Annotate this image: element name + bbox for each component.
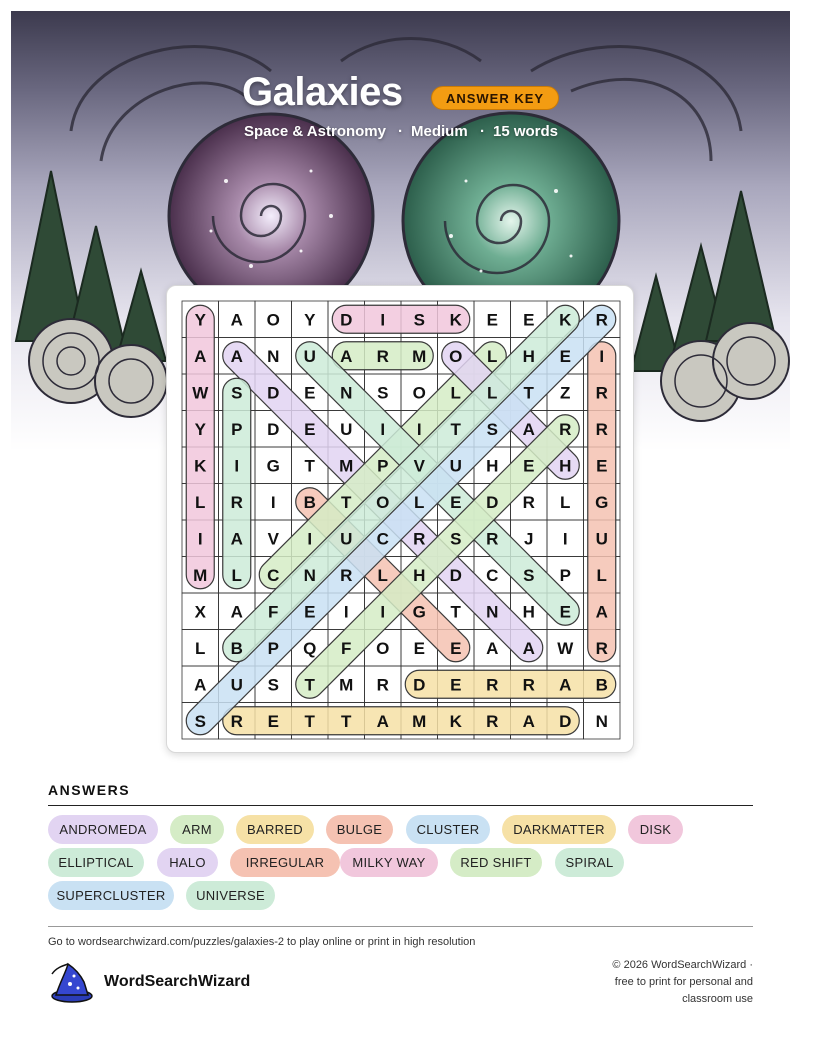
grid-letter: N	[340, 383, 353, 403]
grid-letter: H	[486, 456, 499, 476]
answer-chip: DARKMATTER	[502, 815, 616, 844]
grid-letter: O	[449, 346, 463, 366]
grid-letter: R	[595, 383, 608, 403]
grid-letter: K	[559, 310, 572, 330]
grid-letter: E	[596, 456, 608, 476]
copyright-line: free to print for personal and	[614, 976, 753, 988]
grid-letter: W	[192, 383, 209, 403]
grid-letter: L	[596, 565, 607, 585]
grid-letter: Y	[194, 310, 206, 330]
wizard-hat-icon	[46, 962, 94, 1004]
grid-letter: E	[304, 419, 316, 439]
grid-letter: G	[412, 602, 426, 622]
grid-letter: B	[303, 492, 316, 512]
grid-letter: V	[413, 456, 425, 476]
answer-chip: MILKY WAY	[340, 848, 438, 877]
grid-letter: R	[486, 711, 499, 731]
grid-letter: D	[340, 310, 353, 330]
grid-letter: E	[304, 602, 316, 622]
grid-letter: G	[266, 456, 280, 476]
grid-letter: T	[450, 602, 461, 622]
grid-letter: A	[194, 346, 207, 366]
grid-letter: L	[450, 383, 461, 403]
grid-letter: Z	[560, 383, 571, 403]
grid-letter: U	[340, 529, 353, 549]
grid-letter: A	[595, 602, 608, 622]
word-count-label: 15 words	[493, 123, 559, 140]
grid-letter: A	[230, 310, 243, 330]
grid-letter: T	[304, 675, 315, 695]
grid-letter: I	[562, 529, 568, 549]
grid-letter: R	[522, 492, 535, 512]
answers-heading: ANSWERS	[48, 782, 131, 798]
grid-letter: S	[486, 419, 498, 439]
grid-letter: Q	[303, 638, 317, 658]
grid-letter: L	[560, 492, 571, 512]
grid-letter: O	[266, 310, 280, 330]
grid-letter: R	[230, 492, 243, 512]
grid-letter: T	[450, 419, 461, 439]
grid-letter: S	[523, 565, 535, 585]
answer-key-badge: ANSWER KEY	[431, 86, 559, 110]
grid-letter: E	[267, 711, 279, 731]
grid-letter: I	[197, 529, 203, 549]
answer-chip: BARRED	[236, 815, 314, 844]
grid-letter: I	[380, 602, 386, 622]
grid-letter: A	[486, 638, 499, 658]
grid-letter: I	[234, 456, 240, 476]
grid-letter: R	[376, 675, 389, 695]
grid-letter: I	[270, 492, 276, 512]
grid-letter: N	[486, 602, 499, 622]
grid-letter: A	[522, 419, 535, 439]
grid-letter: E	[450, 492, 462, 512]
grid-letter: Y	[194, 419, 206, 439]
answer-chip: ARM	[170, 815, 224, 844]
grid-letter: A	[230, 346, 243, 366]
grid-letter: M	[339, 456, 354, 476]
grid-letter: E	[304, 383, 316, 403]
grid-letter: H	[413, 565, 426, 585]
grid-letter: I	[416, 419, 422, 439]
grid-letter: A	[194, 675, 207, 695]
grid-letter: G	[595, 492, 609, 512]
grid-letter: D	[413, 675, 426, 695]
grid-letter: W	[557, 638, 574, 658]
grid-letter: V	[267, 529, 279, 549]
grid-letter: I	[380, 310, 386, 330]
grid-letter: A	[522, 711, 535, 731]
answer-chip: IRREGULAR	[230, 848, 340, 877]
grid-letter: I	[307, 529, 313, 549]
answer-chip: ELLIPTICAL	[48, 848, 144, 877]
grid-letter: A	[522, 638, 535, 658]
grid-letter: A	[230, 602, 243, 622]
grid-letter: P	[267, 638, 279, 658]
puzzle-board	[166, 285, 634, 753]
answer-chip: SPIRAL	[555, 848, 624, 877]
grid-letter: M	[412, 346, 427, 366]
grid-letter: R	[595, 310, 608, 330]
grid-letter: D	[267, 419, 280, 439]
grid-letter: A	[340, 346, 353, 366]
grid-letter: E	[523, 456, 535, 476]
grid-letter: L	[414, 492, 425, 512]
grid-letter: O	[376, 492, 390, 512]
grid-letter: L	[487, 383, 498, 403]
grid-letter: E	[413, 638, 425, 658]
copyright-line: classroom use	[682, 993, 753, 1005]
answer-chip: CLUSTER	[406, 815, 490, 844]
grid-letter: L	[377, 565, 388, 585]
grid-letter: K	[194, 456, 207, 476]
grid-letter: U	[303, 346, 316, 366]
grid-letter: S	[413, 310, 425, 330]
grid-letter: I	[599, 346, 605, 366]
grid-letter: R	[340, 565, 353, 585]
grid-letter: I	[380, 419, 386, 439]
grid-letter: R	[486, 675, 499, 695]
grid-letter: E	[450, 638, 462, 658]
grid-letter: F	[341, 638, 352, 658]
grid-letter: H	[522, 346, 535, 366]
word-grid	[167, 286, 635, 754]
grid-letter: R	[559, 419, 572, 439]
grid-letter: R	[486, 529, 499, 549]
grid-letter: M	[193, 565, 208, 585]
grid-letter: F	[268, 602, 279, 622]
grid-letter: L	[231, 565, 242, 585]
grid-letter: P	[377, 456, 389, 476]
grid-letter: R	[522, 675, 535, 695]
category-label: Space & Astronomy	[244, 123, 386, 140]
grid-letter: Y	[304, 310, 316, 330]
grid-letter: R	[413, 529, 426, 549]
grid-letter: S	[267, 675, 279, 695]
grid-letter: S	[450, 529, 462, 549]
grid-letter: U	[595, 529, 608, 549]
grid-letter: A	[559, 675, 572, 695]
grid-letter: S	[194, 711, 206, 731]
answer-chip: UNIVERSE	[186, 881, 275, 910]
grid-letter: C	[376, 529, 389, 549]
word-highlight	[223, 378, 251, 589]
answer-chip: HALO	[157, 848, 218, 877]
grid-letter: K	[449, 711, 462, 731]
grid-letter: E	[523, 310, 535, 330]
difficulty-label: Medium	[411, 123, 468, 140]
grid-letter: S	[377, 383, 389, 403]
grid-letter: D	[486, 492, 499, 512]
grid-letter: P	[559, 565, 571, 585]
grid-letter: R	[595, 419, 608, 439]
grid-letter: T	[523, 383, 534, 403]
grid-letter: T	[341, 711, 352, 731]
grid-letter: T	[304, 711, 315, 731]
grid-letter: U	[340, 419, 353, 439]
grid-letter: D	[559, 711, 572, 731]
grid-letter: L	[195, 638, 206, 658]
answer-chip: ANDROMEDA	[48, 815, 158, 844]
grid-letter: A	[376, 711, 389, 731]
grid-letter: C	[486, 565, 499, 585]
grid-letter: T	[341, 492, 352, 512]
copyright-line: © 2026 WordSearchWizard ·	[612, 959, 753, 971]
grid-letter: H	[559, 456, 572, 476]
grid-letter: N	[303, 565, 316, 585]
grid-letter: S	[231, 383, 243, 403]
grid-letter: R	[376, 346, 389, 366]
grid-letter: L	[195, 492, 206, 512]
grid-letter: L	[487, 346, 498, 366]
grid-letter: R	[595, 638, 608, 658]
grid-letter: E	[450, 675, 462, 695]
grid-letter: D	[449, 565, 462, 585]
grid-letter: H	[522, 602, 535, 622]
meta-separator: ·	[398, 123, 403, 140]
grid-letter: K	[449, 310, 462, 330]
answer-chip: DISK	[628, 815, 683, 844]
word-highlight	[405, 670, 616, 698]
grid-letter: U	[230, 675, 243, 695]
meta-separator: ·	[480, 123, 485, 140]
brand-name: WordSearchWizard	[104, 973, 251, 990]
grid-letter: E	[559, 602, 571, 622]
grid-letter: I	[343, 602, 349, 622]
grid-letter: O	[412, 383, 426, 403]
grid-letter: O	[376, 638, 390, 658]
answer-chip: RED SHIFT	[450, 848, 542, 877]
grid-letter: D	[267, 383, 280, 403]
divider	[48, 926, 753, 927]
grid-letter: N	[595, 711, 608, 731]
grid-letter: C	[267, 565, 280, 585]
copyright-text	[583, 957, 753, 1008]
grid-letter: P	[231, 419, 243, 439]
grid-letter: N	[267, 346, 280, 366]
answer-chip: SUPERCLUSTER	[48, 881, 174, 910]
page-title: Galaxies	[242, 70, 403, 114]
grid-letter: U	[449, 456, 462, 476]
grid-letter: X	[194, 602, 206, 622]
grid-letter: E	[486, 310, 498, 330]
footer-url-text: Go to wordsearchwizard.com/puzzles/galaxies-2 to play online or print in high resolution	[48, 936, 476, 948]
grid-letter: T	[304, 456, 315, 476]
answer-chip: BULGE	[326, 815, 393, 844]
divider	[48, 805, 753, 806]
grid-letter: R	[230, 711, 243, 731]
grid-letter: E	[559, 346, 571, 366]
grid-letter: A	[230, 529, 243, 549]
grid-letter: M	[339, 675, 354, 695]
grid-letter: J	[524, 529, 534, 549]
grid-letter: M	[412, 711, 427, 731]
grid-letter: B	[595, 675, 608, 695]
grid-letter: B	[230, 638, 243, 658]
